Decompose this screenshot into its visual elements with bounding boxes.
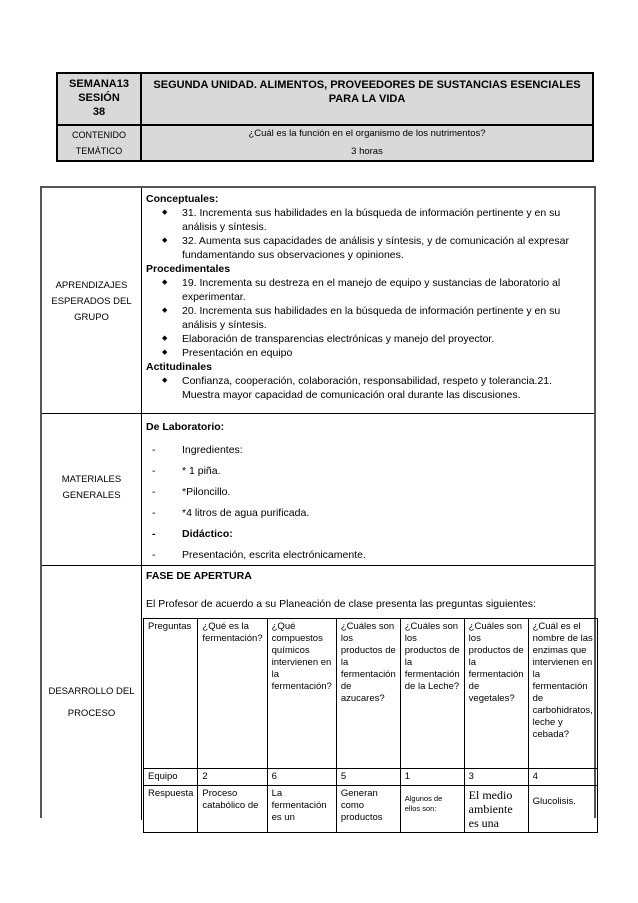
list-item: - *Piloncillo. <box>146 482 590 503</box>
list-item: ◆ 19. Incrementa su destreza en el manejo de equipo y sustancias de laboratorio al experimentar. <box>182 276 590 304</box>
table-cell: 6 <box>267 769 336 786</box>
table-cell: ¿Cuáles son los productos de la fermentación de azucares? <box>336 619 400 769</box>
actitudinales-title: Actitudinales <box>146 361 212 373</box>
list-item: - Ingredientes: <box>146 440 590 461</box>
tema-cell <box>141 125 593 161</box>
fase-intro: El Profesor de acuerdo a su Planeación de clase presenta las preguntas siguientes: <box>146 598 536 610</box>
materiales-label-1: MATERIALES <box>61 474 122 485</box>
semana-cell <box>57 73 141 125</box>
procedimentales-list <box>146 276 590 360</box>
header-table <box>56 72 594 162</box>
table-row <box>144 786 598 833</box>
contenido-label: CONTENIDO <box>72 130 126 140</box>
desarrollo-content <box>142 566 594 626</box>
aprendizajes-content <box>142 188 594 414</box>
table-cell: ¿Cuál es el nombre de las enzimas que intervienen en la fermentación de carbohidratos, leche y cebada? <box>528 619 597 769</box>
procedimentales-title: Procedimentales <box>146 263 231 275</box>
horas-label: 3 horas <box>351 146 383 157</box>
actitudinales-list <box>146 374 590 402</box>
table-cell: La fermentación es un <box>267 786 336 833</box>
table-cell: Preguntas <box>144 619 198 769</box>
list-item: ◆ Elaboración de transparencias electrónicas y manejo del proyector. <box>182 332 590 346</box>
table-cell: Glucolisis. <box>528 786 597 833</box>
table-row <box>144 769 598 786</box>
list-item: - * 1 piña. <box>146 461 590 482</box>
unidad-title: SEGUNDA UNIDAD. ALIMENTOS, PROVEEDORES DE SUSTANCIAS ESENCIALES PARA LA VIDA <box>141 73 593 125</box>
aprendizajes-label-2: ESPERADOS DEL <box>51 296 132 307</box>
conceptuales-title: Conceptuales: <box>146 193 219 205</box>
list-item: ◆ Presentación en equipo <box>182 346 590 360</box>
desarrollo-label-2: PROCESO <box>67 708 116 719</box>
desarrollo-label <box>42 566 142 820</box>
table-cell: 3 <box>464 769 528 786</box>
conceptuales-list <box>146 206 590 262</box>
table-cell: ¿Cuáles son los productos de la fermentación de la Leche? <box>400 619 464 769</box>
table-cell: ¿Qué es la fermentación? <box>198 619 267 769</box>
materiales-list <box>146 440 590 566</box>
materiales-label-2: GENERALES <box>62 490 121 501</box>
tema-question: ¿Cuál es la función en el organismo de los nutrimentos? <box>248 128 486 139</box>
aprendizajes-label-1: APRENDIZAJES <box>55 280 128 291</box>
table-cell: El medio ambiente es una <box>464 786 528 833</box>
list-item: ◆ Confianza, cooperación, colaboración, responsabilidad, respeto y tolerancia.21. Muestra mayor capacidad de comunicación oral durante las discusiones. <box>182 374 590 402</box>
table-cell: Equipo <box>144 769 198 786</box>
plan-table <box>40 186 596 830</box>
desarrollo-label-1: DESARROLLO DEL <box>48 686 135 697</box>
materiales-label <box>42 414 142 566</box>
list-item: ◆ 20. Incrementa sus habilidades en la búsqueda de información pertinente y en su análisis y síntesis. <box>182 304 590 332</box>
table-cell: 4 <box>528 769 597 786</box>
list-item: - Presentación, escrita electrónicamente. <box>146 545 590 566</box>
table-cell: 5 <box>336 769 400 786</box>
table-cell: Respuesta <box>144 786 198 833</box>
materiales-content <box>142 414 594 566</box>
list-item: ◆ 31. Incrementa sus habilidades en la búsqueda de información pertinente y en su análisis y síntesis. <box>182 206 590 234</box>
tematico-label: TEMÁTICO <box>75 146 123 156</box>
sesion-number: 38 <box>92 106 106 118</box>
table-row <box>144 619 598 769</box>
aprendizajes-label-3: GRUPO <box>74 312 109 323</box>
list-item: - *4 litros de agua purificada. <box>146 503 590 524</box>
fase-title: FASE DE APERTURA <box>146 570 252 582</box>
table-cell: ¿Cuáles son los productos de la fermentación de vegetales? <box>464 619 528 769</box>
list-item: - Didáctico: <box>146 524 590 545</box>
aprendizajes-label <box>42 188 142 414</box>
semana-label: SEMANA13 <box>69 78 129 90</box>
laboratorio-title: De Laboratorio: <box>146 421 225 433</box>
table-cell: Proceso catabólico de <box>198 786 267 833</box>
table-cell: Generan como productos <box>336 786 400 833</box>
list-item: ◆ 32. Aumenta sus capacidades de análisis y síntesis, y de comunicación al expresar fundamentando sus observaciones y opiniones. <box>182 234 590 262</box>
table-cell: 2 <box>198 769 267 786</box>
table-cell: 1 <box>400 769 464 786</box>
sesion-label: SESIÓN <box>78 92 120 104</box>
table-cell: ¿Qué compuestos químicos intervienen en la fermentación? <box>267 619 336 769</box>
contenido-cell <box>57 125 141 161</box>
table-cell: Algunos de ellos son: <box>400 786 464 833</box>
questions-table <box>143 618 598 833</box>
